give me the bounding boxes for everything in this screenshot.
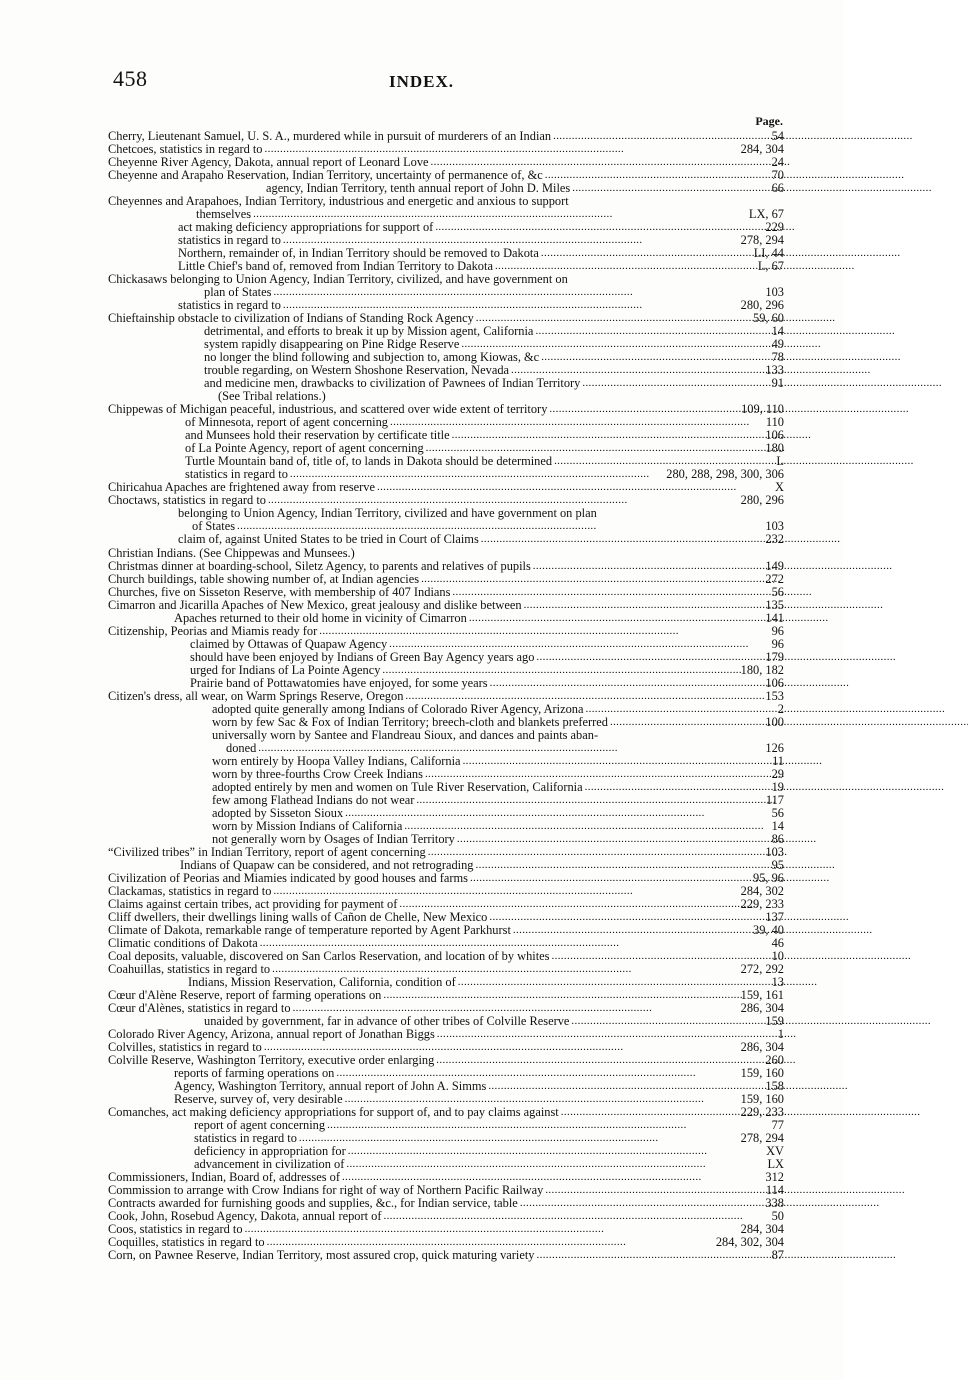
entry-text: few among Flathead Indians do not wear (212, 792, 415, 807)
dot-leader (437, 1027, 776, 1041)
dot-leader (265, 142, 739, 156)
dot-leader (431, 155, 770, 169)
dot-leader (383, 988, 738, 1002)
dot-leader (553, 129, 770, 143)
dot-leader (319, 624, 769, 638)
entry-text: worn entirely by Hoopa Valley Indians, California (212, 753, 461, 768)
dot-leader (476, 858, 770, 872)
dot-leader (273, 884, 738, 898)
entry-text: Citizenship, Peorias and Miamis ready for (108, 623, 318, 638)
dot-leader (336, 1066, 738, 1080)
dot-leader (416, 793, 764, 807)
dot-leader (348, 1144, 764, 1158)
entry-text: statistics in regard to (185, 467, 288, 482)
entry-page-ref: 149 (765, 558, 784, 573)
entry-text: statistics in regard to (178, 233, 281, 248)
entry-page-ref: 232 (765, 532, 784, 547)
dot-leader (536, 650, 763, 664)
entry-text: Apaches returned to their old home in vicinity of Cimarron (174, 610, 467, 625)
entry-page-ref: 153 (765, 688, 784, 703)
dot-leader (425, 767, 770, 781)
dot-leader (469, 611, 764, 625)
entry-text: Colville Reserve, Washington Territory, executive order enlarging (108, 1053, 435, 1068)
entry-page-ref: 13 (771, 975, 784, 990)
dot-leader (383, 1209, 769, 1223)
entry-text: Coos, statistics in regard to (108, 1222, 243, 1237)
dot-leader (452, 585, 769, 599)
dot-leader (458, 975, 770, 989)
entry-text: Turtle Mountain band of, title of, to lands in Dakota should be determined (185, 454, 553, 469)
dot-leader (457, 832, 770, 846)
entry-text: no longer the blind following and subjection to, among Kiowas, &c (204, 350, 540, 365)
entry-text: belonging to Union Agency, Indian Territory, civilized and have government on plan (178, 506, 597, 521)
entry-page-ref: 46 (771, 935, 784, 950)
dot-leader (253, 207, 747, 221)
entry-page-ref: 229, 233 (740, 1105, 784, 1120)
dot-leader (237, 519, 763, 533)
entry-page-ref: X (775, 480, 784, 495)
dot-leader (552, 949, 770, 963)
dot-leader (345, 1092, 739, 1106)
entry-page-ref: 338 (765, 1196, 784, 1211)
dot-leader (342, 1170, 763, 1184)
entry-text: Cherry, Lieutenant Samuel, U. S. A., murdered while in pursuit of murderers of an Indian (108, 129, 552, 143)
entry-page-ref: 39, 40 (753, 922, 784, 937)
entry-page-ref: 114 (765, 1183, 784, 1198)
entry-page-ref: L (776, 454, 784, 469)
dot-leader (245, 1222, 739, 1236)
dot-leader (267, 1235, 714, 1249)
entry-page-ref: 141 (765, 610, 784, 625)
dot-leader (258, 741, 763, 755)
entry-page-ref: LX, 67 (748, 207, 784, 222)
entry-page-ref: 229 (765, 220, 784, 235)
entry-text: worn by Mission Indians of California (212, 818, 403, 833)
dot-leader (495, 259, 756, 273)
dot-leader (549, 402, 739, 416)
entry-text: Climatic conditions of Dakota (108, 935, 258, 950)
entry-text: Agency, Washington Territory, annual report of John A. Simms (174, 1079, 487, 1094)
entry-page-ref: 50 (771, 1209, 784, 1224)
entry-page-ref: 103 (765, 285, 784, 300)
index-entries (108, 130, 784, 1262)
dot-leader (272, 962, 739, 976)
entry-text: adopted quite generally among Indians of Colorado River Agency, Arizona (212, 701, 584, 716)
entry-text: detrimental, and efforts to break it up by Mission agent, California (204, 324, 534, 339)
entry-text: Civilization of Peorias and Miamies indicated by good houses and farms (108, 870, 468, 885)
entry-text: of Minnesota, report of agent concerning (185, 415, 388, 430)
entry-page-ref: 280, 296 (740, 493, 784, 508)
entry-text: Claims against certain tribes, act providing for payment of (108, 896, 398, 911)
entry-text: themselves (196, 207, 252, 222)
dot-leader (377, 480, 773, 494)
entry-text: claimed by Ottawas of Quapaw Agency (190, 636, 388, 651)
entry-text: Corn, on Pawnee Reserve, Indian Territory, most assured crop, quick maturing variety (108, 1248, 535, 1263)
dot-leader (537, 1248, 770, 1262)
entry-page-ref: 56 (771, 805, 784, 820)
dot-leader (610, 715, 763, 729)
entry-text: Reserve, survey of, very desirable (174, 1092, 343, 1107)
entry-page-ref: 137 (765, 909, 784, 924)
entry-page-ref: LX (767, 1157, 784, 1172)
entry-text: Choctaws, statistics in regard to (108, 493, 266, 508)
entry-page-ref: 286, 304 (740, 1001, 784, 1016)
entry-text: doned (226, 740, 257, 755)
dot-leader (524, 598, 764, 612)
entry-text: adopted by Sisseton Sioux (212, 805, 344, 820)
dot-leader (264, 1040, 739, 1054)
dot-leader (461, 337, 769, 351)
entry-text: Cœur d'Alène Reserve, report of farming operations on (108, 988, 382, 1003)
entry-text: and Munsees hold their reservation by certificate title (185, 428, 450, 443)
entry-page-ref: 284, 302, 304 (715, 1235, 784, 1250)
dot-leader (283, 298, 739, 312)
entry-page-ref: 159, 160 (740, 1066, 784, 1081)
dot-leader (405, 689, 763, 703)
entry-text: Comanches, act making deficiency appropriations for support of, and to pay claims against (108, 1105, 559, 1120)
entry-text: Indians, Mission Reservation, California, condition of (188, 975, 456, 990)
entry-text: Coahuillas, statistics in regard to (108, 962, 271, 976)
entry-page-ref: 96 (771, 623, 784, 638)
dot-leader (428, 845, 764, 859)
entry-page-ref: 284, 302 (740, 883, 784, 898)
entry-page-ref: 103 (765, 519, 784, 534)
entry-page-ref: 284, 304 (740, 1222, 784, 1237)
dot-leader (545, 168, 770, 182)
entry-page-ref: 159 (765, 1014, 784, 1029)
entry-text: worn by three-fourths Crow Creek Indians (212, 766, 423, 781)
entry-text: reports of farming operations on (174, 1066, 335, 1081)
entry-text: Christian Indians. (See Chippewas and Munsees.) (108, 545, 355, 560)
entry-text: Cimarron and Jicarilla Apaches of New Mexico, great jealousy and dislike between (108, 597, 522, 612)
entry-text: deficiency in appropriation for (194, 1144, 346, 1159)
entry-text: Cliff dwellers, their dwellings lining walls of Cañon de Chelle, New Mexico (108, 909, 488, 924)
entry-text: Climate of Dakota, remarkable range of temperature reported by Agent Parkhurst (108, 922, 511, 937)
dot-leader (389, 637, 769, 651)
entry-page-ref: 95, 96 (753, 870, 784, 885)
dot-leader (470, 871, 751, 885)
running-head: INDEX. (388, 72, 455, 91)
entry-text: Commission to arrange with Crow Indians for right of way of Northern Pacific Railway (108, 1183, 544, 1198)
entry-text: Contracts awarded for furnishing goods and supplies, &c., for Indian service, table (108, 1196, 518, 1211)
dot-leader (290, 467, 664, 481)
entry-page-ref: 278, 294 (740, 233, 784, 248)
entry-page-ref: 70 (771, 168, 784, 183)
entry-text: (See Tribal relations.) (218, 389, 326, 404)
entry-page-ref: 159, 160 (740, 1092, 784, 1107)
dot-leader (346, 1157, 765, 1171)
entry-page-ref: 106 (765, 428, 784, 443)
entry-text: plan of States (204, 285, 272, 300)
index-entry (108, 716, 784, 729)
dot-leader (476, 311, 751, 325)
entry-text: worn by few Sac & Fox of Indian Territory; breech-cloth and blankets preferred (212, 714, 608, 729)
entry-page-ref: 24 (771, 155, 784, 170)
dot-leader (382, 663, 738, 677)
dot-leader (345, 806, 769, 820)
entry-text: Citizen's dress, all wear, on Warm Springs Reserve, Oregon (108, 688, 404, 703)
entry-page-ref: 10 (771, 948, 784, 963)
index-entry (108, 1249, 784, 1262)
entry-page-ref: 179 (765, 649, 784, 664)
entry-text: Commissioners, Indian, Board of, addresses of (108, 1170, 340, 1185)
dot-leader (535, 324, 769, 338)
entry-page-ref: 59, 60 (753, 311, 784, 326)
entry-page-ref: 14 (771, 324, 784, 339)
dot-leader (273, 285, 763, 299)
dot-leader (511, 363, 763, 377)
entry-page-ref: 91 (771, 376, 784, 391)
entry-page-ref: 54 (771, 129, 784, 143)
entry-text: of States (192, 519, 236, 534)
page-number: 458 (113, 66, 148, 91)
entry-text: “Civilized tribes” in Indian Territory, report of agent concerning (108, 844, 426, 859)
dot-leader (463, 754, 771, 768)
entry-page-ref: 133 (765, 363, 784, 378)
entry-text: Prairie band of Pottawatomies have enjoyed, for some years (190, 675, 488, 690)
entry-text: universally worn by Santee and Flandreau Sioux, and dances and paints aban- (212, 727, 599, 742)
dot-leader (571, 1014, 763, 1028)
entry-text: statistics in regard to (194, 1131, 297, 1146)
entry-text: Cheyennes and Arapahoes, Indian Territory, industrious and energetic and anxious to support (108, 194, 569, 209)
entry-text: statistics in regard to (178, 298, 281, 313)
entry-page-ref: 29 (771, 766, 784, 781)
entry-text: claim of, against United States to be tried in Court of Claims (178, 532, 479, 547)
entry-page-ref: 284, 304 (740, 142, 784, 157)
entry-page-ref: 2 (777, 701, 784, 716)
dot-leader (554, 454, 774, 468)
dot-leader (268, 493, 739, 507)
dot-leader (452, 428, 764, 442)
index-entry (108, 533, 784, 546)
entry-page-ref: 280, 296 (740, 298, 784, 313)
entry-page-ref: 11 (772, 753, 784, 768)
entry-page-ref: 180 (765, 441, 784, 456)
entry-page-ref: 56 (771, 584, 784, 599)
entry-text: Northern, remainder of, in Indian Territory should be removed to Dakota (178, 246, 539, 261)
entry-page-ref: 87 (771, 1248, 784, 1263)
entry-text: not generally worn by Osages of Indian Territory (212, 831, 455, 846)
entry-text: Chickasaws belonging to Union Agency, Indian Territory, civilized, and have government on (108, 272, 568, 287)
entry-page-ref: L, 67 (757, 259, 784, 274)
entry-text: advancement in civilization of (194, 1157, 345, 1172)
entry-text: adopted entirely by men and women on Tule River Reservation, California (212, 779, 583, 794)
entry-text: Cheyenne River Agency, Dakota, annual report of Leonard Love (108, 155, 429, 170)
entry-page-ref: 135 (765, 597, 784, 612)
entry-page-ref: 19 (771, 779, 784, 794)
dot-leader (488, 1079, 763, 1093)
dot-leader (582, 376, 769, 390)
entry-page-ref: 1 (777, 1027, 784, 1042)
entry-text: Churches, five on Sisseton Reserve, with membership of 407 Indians (108, 584, 451, 599)
entry-page-ref: 158 (765, 1079, 784, 1094)
entry-page-ref: 117 (765, 792, 784, 807)
dot-leader (533, 559, 764, 573)
dot-leader (572, 181, 769, 195)
entry-page-ref: 260 (765, 1053, 784, 1068)
dot-leader (436, 1053, 763, 1067)
entry-page-ref: XV (766, 1144, 784, 1159)
entry-page-ref: 109, 110 (741, 402, 784, 417)
entry-text: Little Chief's band of, removed from Indian Territory to Dakota (178, 259, 493, 274)
entry-text: agency, Indian Territory, tenth annual report of John D. Miles (266, 181, 571, 196)
dot-leader (481, 532, 764, 546)
entry-page-ref: 86 (771, 831, 784, 846)
dot-leader (541, 350, 769, 364)
dot-leader (561, 1105, 739, 1119)
entry-page-ref: 126 (765, 740, 784, 755)
entry-page-ref: 66 (771, 181, 784, 196)
entry-text: Coquilles, statistics in regard to (108, 1235, 265, 1250)
entry-text: Cheyenne and Arapaho Reservation, Indian Territory, uncertainty of permanence of, &c (108, 168, 543, 183)
entry-text: Colorado River Agency, Arizona, annual report of Jonathan Biggs (108, 1027, 435, 1042)
entry-text: should have been enjoyed by Indians of Green Bay Agency years ago (190, 649, 535, 664)
entry-page-ref: 272 (765, 571, 784, 586)
entry-page-ref: 78 (771, 350, 784, 365)
entry-text: Indians of Quapaw can be considered, and not retrograding (180, 857, 474, 872)
entry-page-ref: 49 (771, 337, 784, 352)
dot-leader (421, 572, 763, 586)
dot-leader (490, 676, 764, 690)
dot-leader (293, 1001, 739, 1015)
dot-leader (586, 702, 776, 716)
entry-page-ref: 14 (771, 818, 784, 833)
dot-leader (585, 780, 770, 794)
entry-page-ref: 312 (765, 1170, 784, 1185)
entry-text: Coal deposits, valuable, discovered on San Carlos Reservation, and location of by whites (108, 948, 550, 963)
entry-text: act making deficiency appropriations for support of (178, 220, 434, 235)
entry-page-ref: 180, 182 (740, 662, 784, 677)
entry-text: trouble regarding, on Western Shoshone Reservation, Nevada (204, 363, 510, 378)
entry-page-ref: 286, 304 (740, 1040, 784, 1055)
entry-text: of La Pointe Agency, report of agent concerning (185, 441, 424, 456)
dot-leader (513, 923, 751, 937)
entry-page-ref: 100 (765, 714, 784, 729)
entry-page-ref: 229, 233 (740, 896, 784, 911)
entry-text: Cœur d'Alènes, statistics in regard to (108, 1001, 291, 1016)
dot-leader (541, 246, 752, 260)
dot-leader (489, 910, 763, 924)
dot-leader (545, 1183, 764, 1197)
dot-leader (399, 897, 738, 911)
dot-leader (283, 233, 739, 247)
entry-page-ref: 96 (771, 636, 784, 651)
entry-page-ref: 77 (771, 1118, 784, 1133)
entry-text: urged for Indians of La Pointe Agency (190, 662, 381, 677)
entry-text: Colvilles, statistics in regard to (108, 1040, 262, 1055)
entry-text: system rapidly disappearing on Pine Ridge Reserve (204, 337, 460, 352)
entry-text: Chiricahua Apaches are frightened away from reserve (108, 480, 375, 495)
entry-text: Chieftainship obstacle to civilization of Indians of Standing Rock Agency (108, 311, 474, 326)
dot-leader (390, 415, 764, 429)
entry-text: and medicine men, drawbacks to civilization of Pawnees of Indian Territory (204, 376, 581, 391)
dot-leader (520, 1196, 764, 1210)
dot-leader (299, 1131, 739, 1145)
entry-page-ref: 280, 288, 298, 300, 306 (666, 467, 784, 482)
entry-page-ref: 272, 292 (740, 962, 784, 976)
entry-page-ref: 110 (765, 415, 784, 430)
entry-text: Clackamas, statistics in regard to (108, 883, 272, 898)
dot-leader (327, 1118, 770, 1132)
entry-page-ref: 106 (765, 675, 784, 690)
index-entry (108, 377, 784, 390)
dot-leader (260, 936, 770, 950)
dot-leader (435, 220, 763, 234)
entry-text: Christmas dinner at boarding-school, Siletz Agency, to parents and relatives of pupils (108, 558, 531, 573)
entry-text: Cook, John, Rosebud Agency, Dakota, annual report of (108, 1209, 382, 1224)
dot-leader (404, 819, 769, 833)
page-column-label: Page. (755, 114, 783, 128)
entry-page-ref: 95 (771, 857, 784, 872)
entry-text: unaided by government, far in advance of other tribes of Colville Reserve (204, 1014, 570, 1029)
entry-page-ref: 103 (765, 844, 784, 859)
entry-text: report of agent concerning (194, 1118, 326, 1133)
entry-page-ref: 278, 294 (740, 1131, 784, 1146)
entry-page-ref: 159, 161 (740, 988, 784, 1003)
entry-text: Chippewas of Michigan peaceful, industrious, and scattered over wide extent of territory (108, 402, 548, 417)
entry-text: Church buildings, table showing number of, at Indian agencies (108, 571, 420, 586)
entry-text: Chetcoes, statistics in regard to (108, 142, 263, 157)
dot-leader (426, 441, 764, 455)
entry-page-ref: LI, 44 (753, 246, 784, 261)
